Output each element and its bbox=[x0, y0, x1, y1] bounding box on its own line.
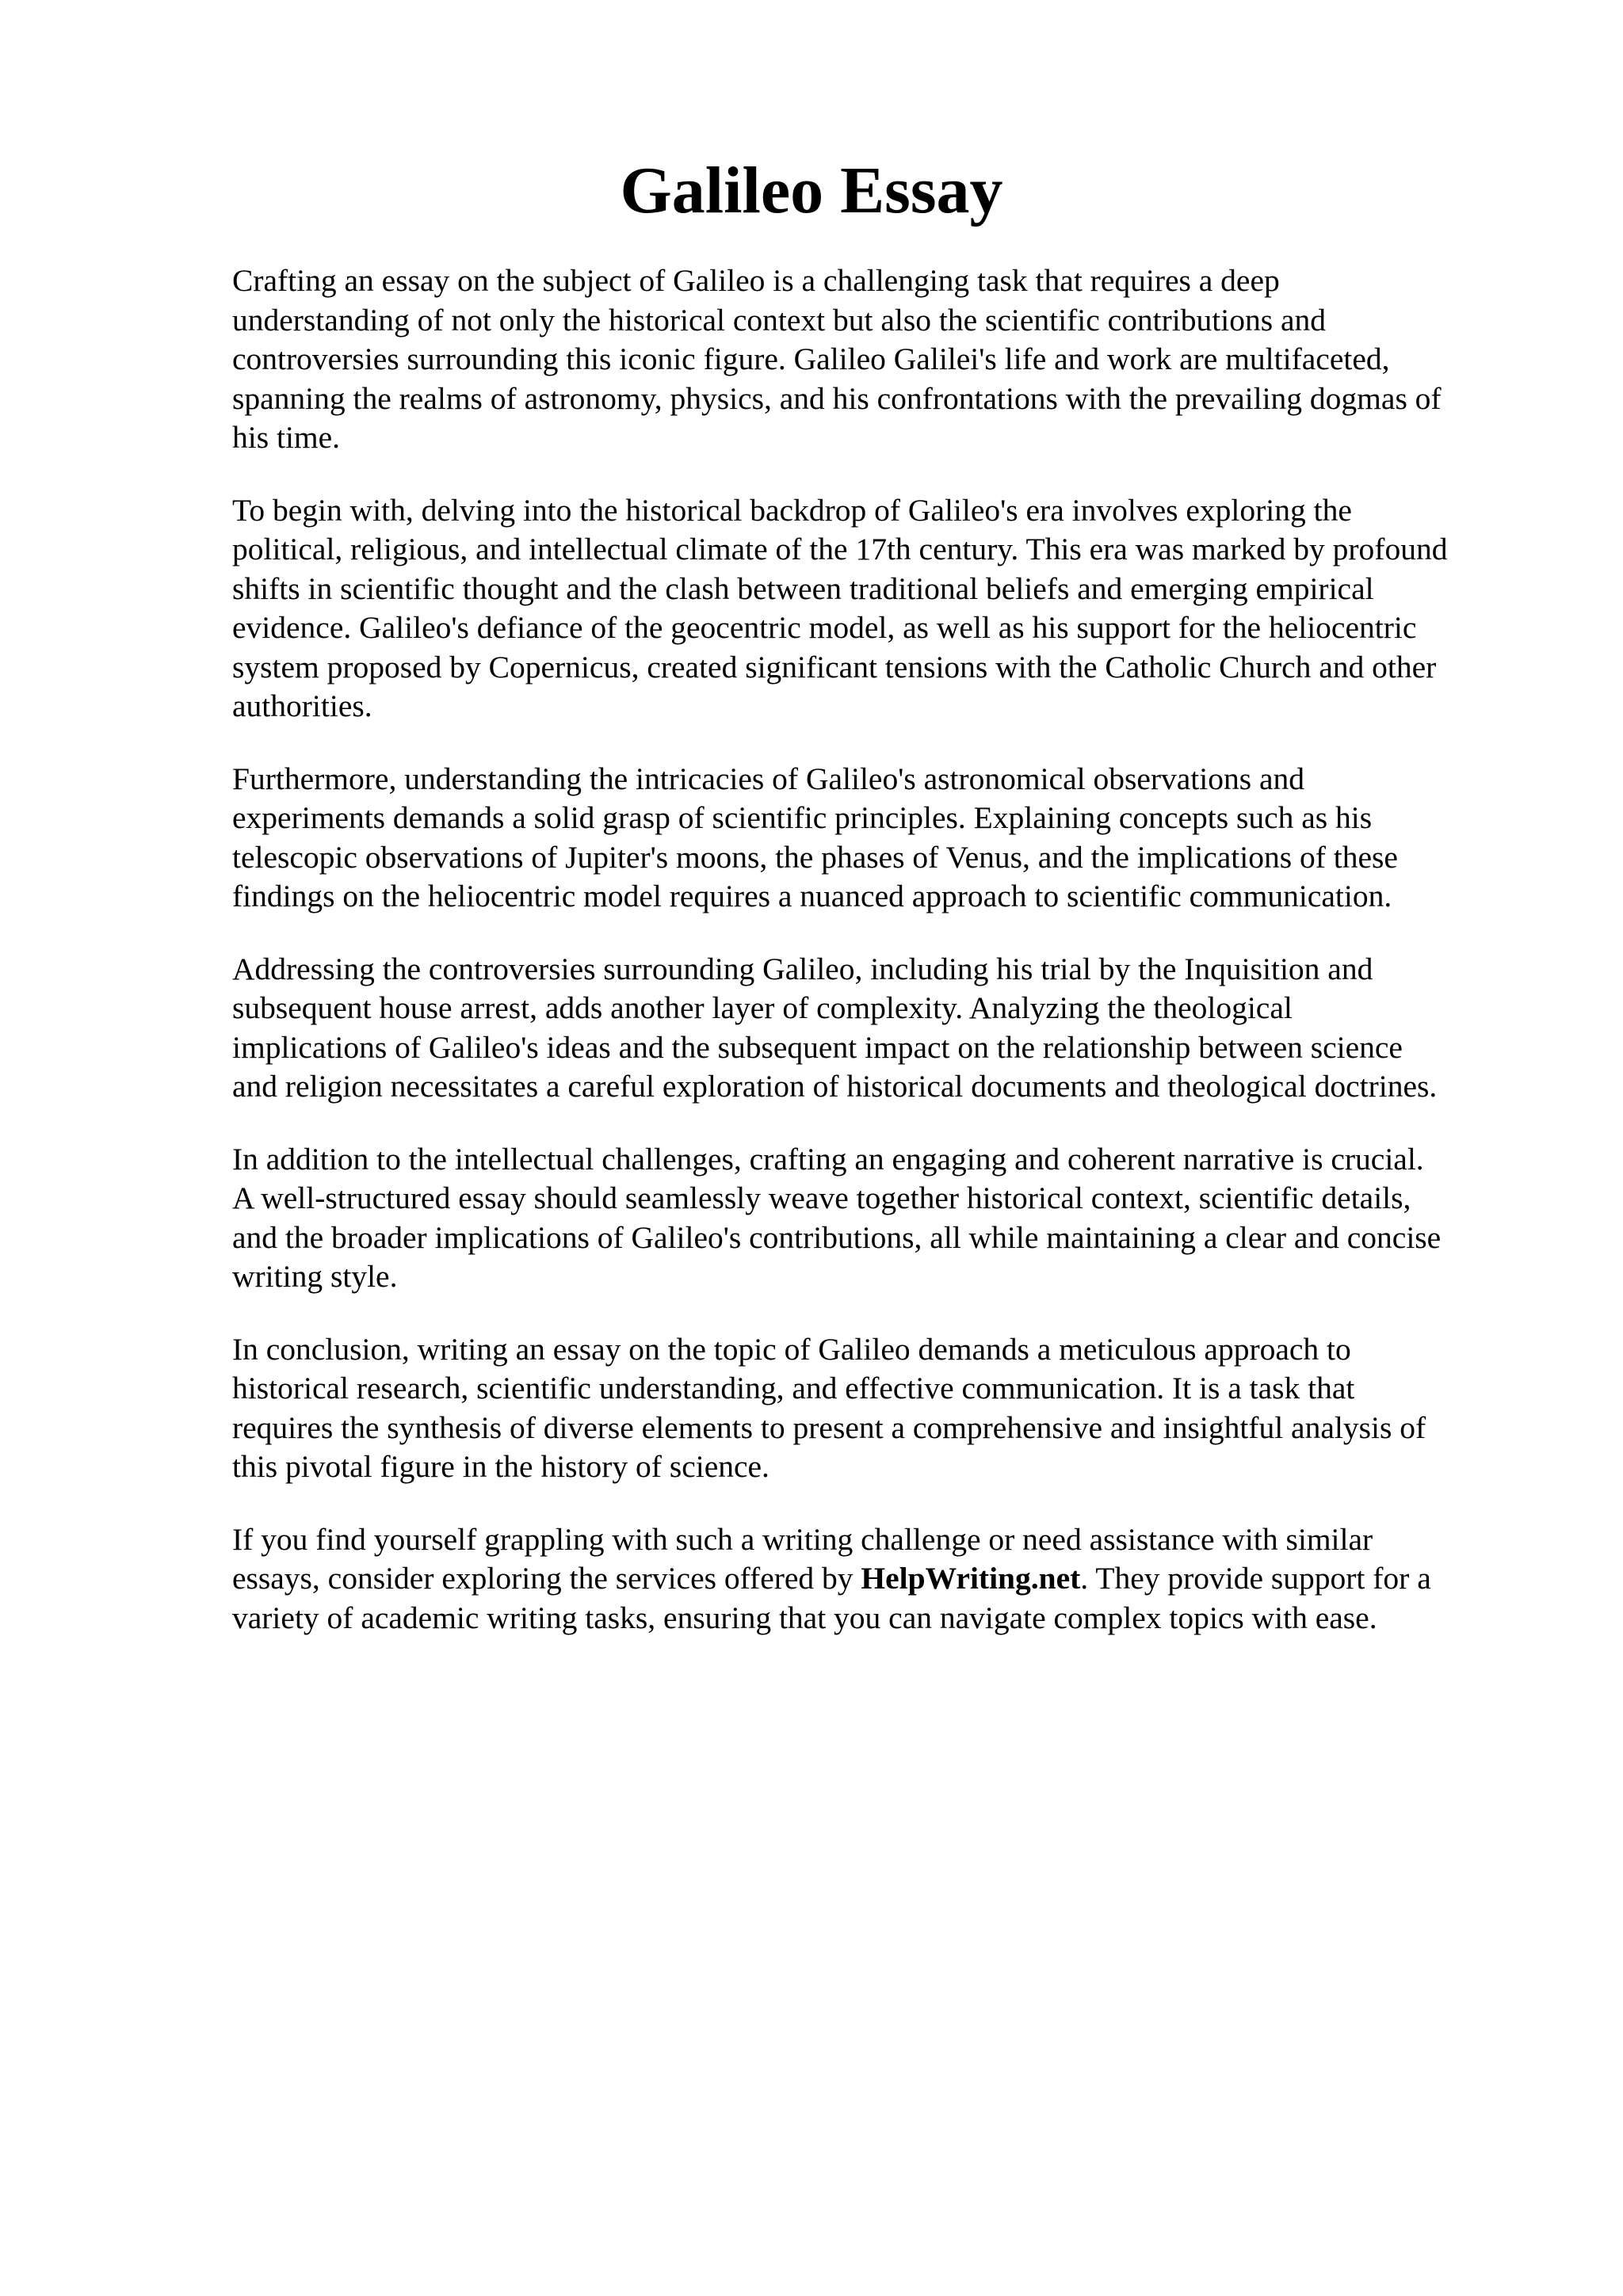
paragraph-3 bbox=[232, 760, 1532, 917]
text-line: implications of Galileo's ideas and the subsequent impact on the relationship between science bbox=[232, 1029, 1403, 1065]
text-line: shifts in scientific thought and the clash between traditional beliefs and emerging empirical bbox=[232, 570, 1374, 606]
text-line: requires the synthesis of diverse elements to present a comprehensive and insightful analysis of bbox=[232, 1409, 1426, 1445]
text-line: this pivotal figure in the history of science. bbox=[232, 1449, 769, 1484]
text-line: his time. bbox=[232, 420, 341, 455]
text-line: and religion necessitates a careful exploration of historical documents and theological doctrines. bbox=[232, 1069, 1438, 1104]
text-line: historical research, scientific understanding, and effective communication. It is a task that bbox=[232, 1371, 1355, 1405]
text-line: If you find yourself grappling with such a writing challenge or need assistance with similar bbox=[232, 1521, 1373, 1557]
text-line: system proposed by Copernicus, created significant tensions with the Catholic Church and other bbox=[232, 649, 1437, 685]
text-segment: essays, consider exploring the services offered by bbox=[232, 1561, 861, 1596]
helpwriting-link[interactable]: HelpWriting.net bbox=[861, 1561, 1081, 1596]
paragraph-2 bbox=[232, 491, 1532, 727]
text-line: variety of academic writing tasks, ensuring that you can navigate complex topics with ease. bbox=[232, 1600, 1377, 1635]
paragraph-4 bbox=[232, 950, 1532, 1107]
text-line: A well-structured essay should seamlessly weave together historical context, scientific details, bbox=[232, 1180, 1411, 1215]
text-segment: . They provide support for a bbox=[1080, 1561, 1431, 1596]
text-line: findings on the heliocentric model requires a nuanced approach to scientific communication. bbox=[232, 879, 1392, 913]
text-line bbox=[232, 1559, 1532, 1599]
text-line: To begin with, delving into the historical backdrop of Galileo's era involves exploring the bbox=[232, 492, 1352, 528]
text-line: Addressing the controversies surrounding Galileo, including his trial by the Inquisition and bbox=[232, 951, 1373, 986]
essay-body bbox=[232, 261, 1532, 1671]
text-line: subsequent house arrest, adds another layer of complexity. Analyzing the theological bbox=[232, 990, 1293, 1025]
page-title: Galileo Essay bbox=[620, 154, 1003, 227]
text-line: telescopic observations of Jupiter's moons, the phases of Venus, and the implications of these bbox=[232, 839, 1398, 875]
paragraph-1 bbox=[232, 261, 1532, 458]
closing-paragraph bbox=[232, 1520, 1532, 1638]
paragraph-5 bbox=[232, 1140, 1532, 1297]
text-line: In conclusion, writing an essay on the topic of Galileo demands a meticulous approach to bbox=[232, 1331, 1351, 1367]
text-line: spanning the realms of astronomy, physics, and his confrontations with the prevailing dogmas of bbox=[232, 380, 1442, 416]
text-line: controversies surrounding this iconic figure. Galileo Galilei's life and work are multifaceted, bbox=[232, 341, 1390, 376]
paragraph-6 bbox=[232, 1330, 1532, 1487]
text-line: writing style. bbox=[232, 1259, 398, 1294]
text-line: authorities. bbox=[232, 688, 372, 723]
text-line: Crafting an essay on the subject of Galileo is a challenging task that requires a deep bbox=[232, 263, 1280, 298]
text-line: evidence. Galileo's defiance of the geocentric model, as well as his support for the heliocentric bbox=[232, 610, 1417, 645]
text-line: Furthermore, understanding the intricacies of Galileo's astronomical observations and bbox=[232, 761, 1305, 796]
text-line: In addition to the intellectual challenges, crafting an engaging and coherent narrative is crucial. bbox=[232, 1141, 1424, 1177]
text-line: experiments demands a solid grasp of scientific principles. Explaining concepts such as his bbox=[232, 800, 1373, 835]
text-line: and the broader implications of Galileo's contributions, all while maintaining a clear and concise bbox=[232, 1219, 1442, 1255]
text-line: political, religious, and intellectual climate of the 17th century. This era was marked by profound bbox=[232, 532, 1448, 566]
text-line: understanding of not only the historical context but also the scientific contributions and bbox=[232, 302, 1327, 338]
